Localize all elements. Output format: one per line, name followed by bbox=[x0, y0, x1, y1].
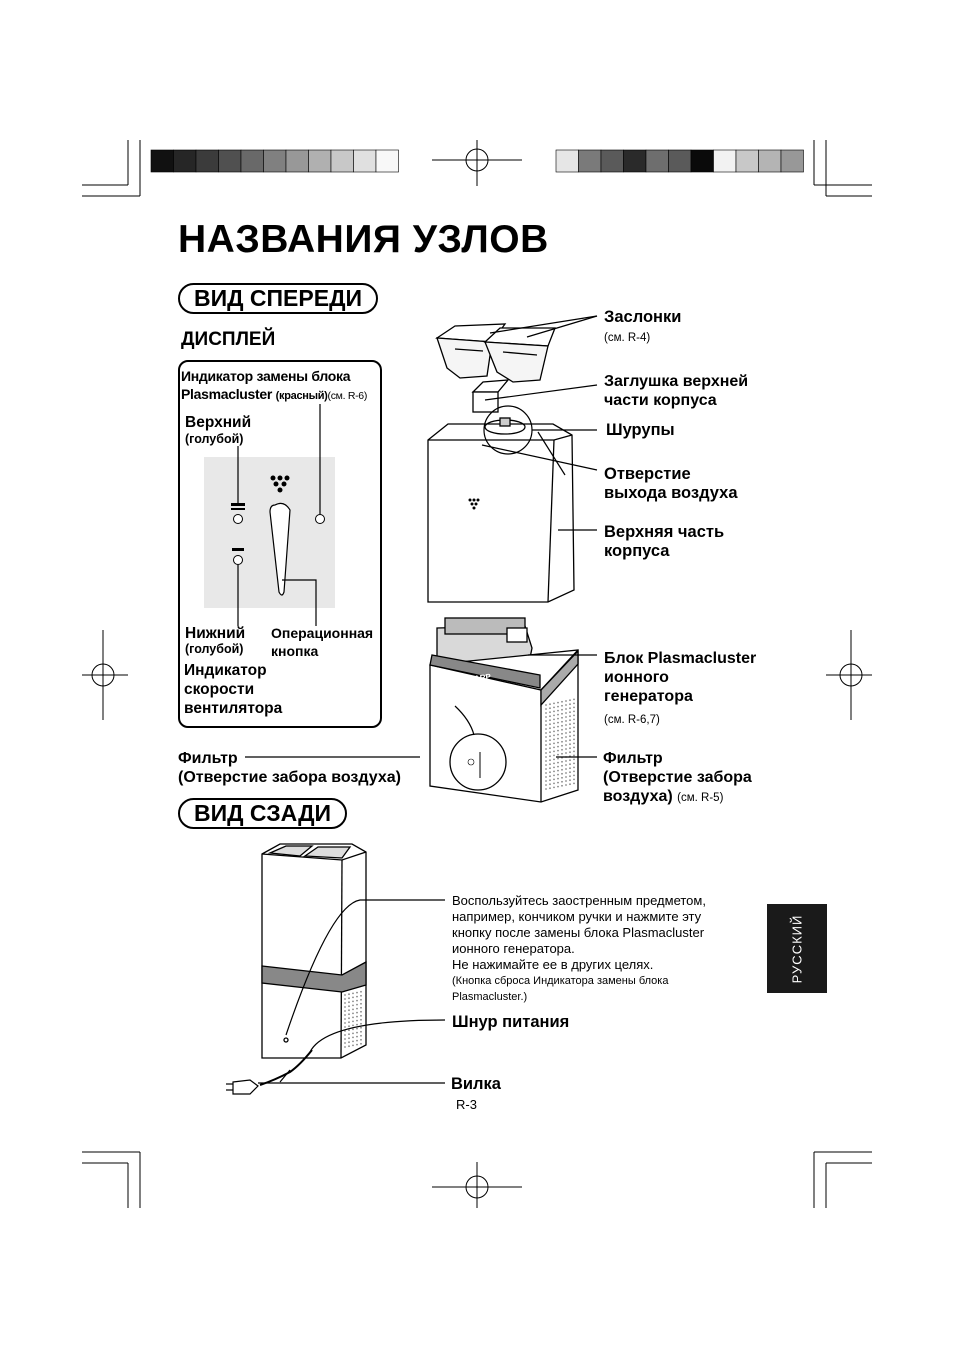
calibration-swatch bbox=[781, 150, 804, 172]
fan-speed-indicator-label: Индикатор скорости вентилятора bbox=[184, 662, 283, 717]
calibration-swatch bbox=[354, 150, 377, 172]
filter-right-label: Фильтр (Отверстие забора воздуха) (см. R-5) bbox=[603, 750, 752, 805]
lower-label: Нижний bbox=[185, 625, 246, 642]
calibration-swatch bbox=[309, 150, 332, 172]
calibration-swatch bbox=[151, 150, 174, 172]
calibration-swatch bbox=[331, 150, 354, 172]
language-tab-label: РУССКИЙ bbox=[789, 914, 805, 983]
page-number: R-3 bbox=[456, 1097, 477, 1112]
calibration-swatch bbox=[691, 150, 714, 172]
screws-label: Шурупы bbox=[606, 421, 675, 439]
upper-color: (голубой) bbox=[185, 432, 244, 446]
ion-unit-ref: (см. R-6,7) bbox=[604, 714, 660, 726]
front-view-heading: ВИД СПЕРЕДИ bbox=[178, 283, 378, 314]
front-unit-illustration bbox=[428, 324, 578, 802]
calibration-swatch bbox=[286, 150, 309, 172]
calibration-swatch bbox=[579, 150, 602, 172]
air-outlet-label: Отверстие выхода воздуха bbox=[604, 465, 738, 502]
brand-logo: SHARP bbox=[462, 672, 492, 685]
reset-note: Воспользуйтесь заостренным предметом, например, кончиком ручки и нажмите эту кнопку после замены блока Plasmacluster ионного генератора. Не нажимайте ее в других целях. (Кнопка сброса Индикатора замены блока Plasmacluster.) bbox=[452, 893, 706, 1003]
calibration-swatch bbox=[219, 150, 242, 172]
plug-icon bbox=[226, 1080, 258, 1094]
top-plug-label: Заглушка верхней части корпуса bbox=[604, 373, 749, 409]
calibration-swatch bbox=[669, 150, 692, 172]
calibration-swatch bbox=[174, 150, 197, 172]
calibration-swatch bbox=[759, 150, 782, 172]
upper-body-label: Верхняя часть корпуса bbox=[604, 523, 725, 560]
louvers-ref: (см. R-4) bbox=[604, 332, 651, 344]
louvers-label: Заслонки bbox=[604, 308, 682, 326]
calibration-swatch bbox=[264, 150, 287, 172]
calibration-swatch bbox=[714, 150, 737, 172]
page-title: НАЗВАНИЯ УЗЛОВ bbox=[178, 218, 549, 261]
calibration-swatch bbox=[241, 150, 264, 172]
plug-label: Вилка bbox=[451, 1075, 501, 1093]
calibration-bar-right bbox=[556, 150, 804, 172]
display-heading: ДИСПЛЕЙ bbox=[181, 329, 276, 350]
rear-unit-illustration bbox=[262, 844, 366, 1058]
calibration-swatch bbox=[376, 150, 399, 172]
filter-left-label: Фильтр (Отверстие забора воздуха) bbox=[178, 750, 401, 786]
replace-indicator-label: Индикатор замены блока Plasmacluster (красный)(см. R-6) bbox=[181, 368, 368, 402]
calibration-swatch bbox=[556, 150, 579, 172]
operation-button-label: Операционная кнопка bbox=[271, 625, 374, 659]
ion-unit-label: Блок Plasmacluster ионного генератора bbox=[604, 650, 757, 705]
lower-color: (голубой) bbox=[185, 642, 244, 656]
power-cord-label: Шнур питания bbox=[452, 1013, 570, 1031]
calibration-swatch bbox=[624, 150, 647, 172]
calibration-swatch bbox=[646, 150, 669, 172]
calibration-swatch bbox=[736, 150, 759, 172]
calibration-swatch bbox=[196, 150, 219, 172]
language-tab bbox=[767, 904, 827, 993]
calibration-swatch bbox=[601, 150, 624, 172]
rear-view-heading: ВИД СЗАДИ bbox=[178, 798, 347, 829]
upper-label: Верхний bbox=[185, 414, 252, 431]
calibration-bar-left bbox=[151, 150, 399, 172]
